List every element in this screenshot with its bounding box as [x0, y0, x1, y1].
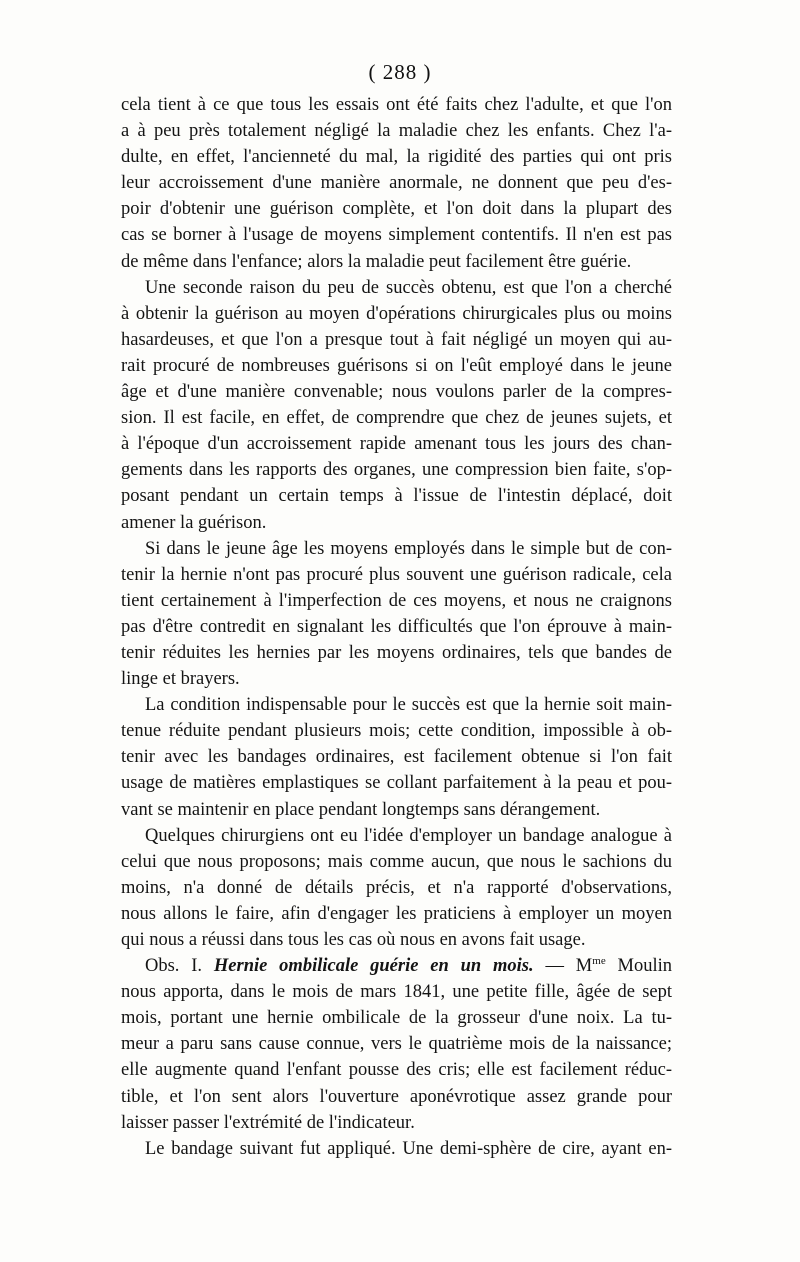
- text-line: a à peu près totalement négligé la maladie chez les enfants. Chez l'a-: [121, 121, 672, 142]
- paragraph-5: [121, 823, 672, 953]
- observation-title: Hernie ombilicale guérie en un mois.: [213, 956, 534, 977]
- text-line: gements dans les rapports des organes, une compression bien faite, s'op-: [121, 460, 672, 481]
- text-line: usage de matières emplastiques se collant parfaitement à la peau et pou-: [121, 773, 672, 794]
- text-line: linge et brayers.: [121, 669, 240, 690]
- text-line: pas d'être contredit en signalant les difficultés que l'on éprouve à main-: [121, 616, 672, 637]
- text-line: posant pendant un certain temps à l'issue de l'intestin déplacé, doit: [121, 486, 672, 507]
- text-line: Si dans le jeune âge les moyens employés dans le simple but de con-: [145, 538, 672, 559]
- paragraph-final: [121, 1136, 672, 1162]
- text-line: elle augmente quand l'enfant pousse des cris; elle est facilement réduc-: [121, 1060, 672, 1081]
- text-line: rait procuré de nombreuses guérisons si on l'eût employé dans le jeune: [121, 355, 672, 376]
- paragraph-3: [121, 536, 672, 693]
- text-line: meur a paru sans cause connue, vers le quatrième mois de la naissance;: [121, 1034, 672, 1055]
- text-line: à obtenir la guérison au moyen d'opérations chirurgicales plus ou moins: [121, 303, 672, 324]
- text-line: laisser passer l'extrémité de l'indicateur.: [121, 1112, 415, 1133]
- text-line: cela tient à ce que tous les essais ont été faits chez l'adulte, et que l'on: [121, 95, 672, 115]
- paragraph-2: [121, 275, 672, 536]
- text-line: à l'époque d'un accroissement rapide amenant tous les jours des chan-: [121, 434, 672, 455]
- text-line: Le bandage suivant fut appliqué. Une demi-sphère de cire, ayant en-: [145, 1138, 672, 1159]
- text-line: vant se maintenir en place pendant longtemps sans dérangement.: [121, 799, 601, 820]
- text-line: leur accroissement d'une manière anormale, ne donnent que peu d'es-: [121, 173, 672, 194]
- text-line: tenir réduites les hernies par les moyens ordinaires, tels que bandes de: [121, 642, 672, 663]
- text-line: qui nous a réussi dans tous les cas où nous en avons fait usage.: [121, 930, 586, 950]
- text-line: Une seconde raison du peu de succès obtenu, est que l'on a cherché: [145, 277, 672, 298]
- observation-label: Obs. I.: [145, 956, 203, 977]
- observation-heading-line: [121, 953, 672, 979]
- text-line: moins, n'a donné de détails précis, et n'a rapporté d'observations,: [121, 877, 672, 898]
- paragraph-4: [121, 692, 672, 822]
- text-line: nous apporta, dans le mois de mars 1841, une petite fille, âgée de sept: [121, 982, 672, 1003]
- page-number: ( 288 ): [368, 60, 432, 84]
- text-line: sion. Il est facile, en effet, de comprendre que chez de jeunes sujets, et: [121, 408, 672, 429]
- text-line: de même dans l'enfance; alors la maladie peut facilement être guérie.: [121, 251, 632, 272]
- text-line: poir d'obtenir une guérison complète, et l'on doit dans la plupart des: [121, 199, 672, 220]
- text-line: tient certainement à l'imperfection de ces moyens, et nous ne craignons: [121, 590, 672, 611]
- text-line: tenue réduite pendant plusieurs mois; cette condition, impossible à ob-: [121, 721, 672, 742]
- text-line: amener la guérison.: [121, 512, 267, 533]
- observation-dash: — M: [545, 956, 593, 977]
- observation-name: Moulin: [605, 956, 673, 977]
- text-line: La condition indispensable pour le succès est que la hernie soit main-: [145, 695, 672, 716]
- text-line: dulte, en effet, l'ancienneté du mal, la rigidité des parties qui ont pris: [121, 147, 672, 168]
- text-line: âge et d'une manière convenable; nous voulons parler de la compres-: [121, 382, 672, 403]
- body-text: [121, 92, 672, 1162]
- text-line: hasardeuses, et que l'on a presque tout à fait négligé un moyen qui au-: [121, 329, 672, 350]
- text-line: celui que nous proposons; mais comme aucun, que nous le sachions du: [121, 851, 672, 872]
- text-line: cas se borner à l'usage de moyens simplement contentifs. Il n'en est pas: [121, 225, 672, 246]
- text-line: tible, et l'on sent alors l'ouverture aponévrotique assez grande pour: [121, 1086, 672, 1107]
- text-line: Quelques chirurgiens ont eu l'idée d'employer un bandage analogue à: [145, 825, 672, 846]
- observation-paragraph: [121, 953, 672, 1136]
- text-line: tenir avec les bandages ordinaires, est facilement obtenue si l'on fait: [121, 747, 672, 768]
- text-line: nous allons le faire, afin d'engager les praticiens à employer un moyen: [121, 903, 672, 924]
- text-line: mois, portant une hernie ombilicale de la grosseur d'une noix. La tu-: [121, 1008, 672, 1029]
- paragraph-1: [121, 92, 672, 275]
- observation-sup: me: [592, 954, 606, 967]
- text-line: tenir la hernie n'ont pas procuré plus souvent une guérison radicale, cela: [121, 564, 672, 585]
